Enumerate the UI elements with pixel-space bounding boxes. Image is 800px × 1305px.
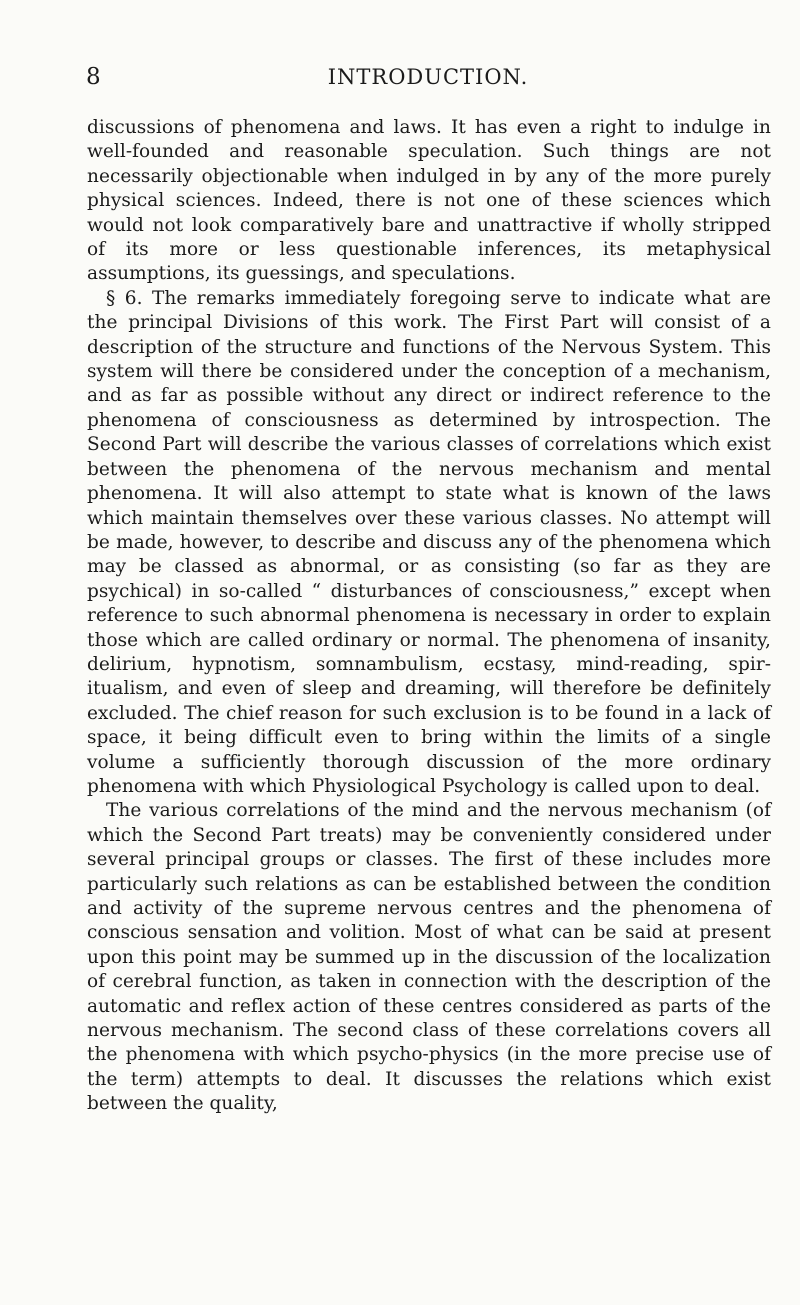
paragraph-correlations: The various correlations of the mind and the nervous mechanism (of which the Second Part treats) may be conveniently considered under several principal groups or classes. The first of these includes more particularly such relations as can be established between the condition and activity of the supreme nervous centres and the phenomena of conscious sensation and volition. Most of what can be said at present upon this point may be summed up in the discussion of the localization of cerebral function, as taken in connection with the description of the automatic and reflex action of these centres considered as parts of the nervous mechanism. The second class of these correlations covers all the phenomena with which psycho-physics (in the more precise use of the term) attempts to deal. It discusses the relations which exist between the quality,	[87, 800, 771, 1115]
page-number: 8	[86, 64, 102, 90]
page-header	[86, 62, 770, 92]
body-text	[87, 116, 771, 1117]
paragraph-continued: discussions of phenomena and laws. It has even a right to indulge in well-founded and reasonable speculation. Such things are not necessarily objectionable when indulged in by any of the more purely physical sciences. Indeed, there is not one of these sciences which would not look comparatively bare and unattractive if wholly stripped of its more or less questionable inferences, its metaphysical assumptions, its guessings, and speculations.	[87, 117, 771, 285]
running-head: INTRODUCTION.	[327, 65, 529, 89]
paragraph-section-6: § 6. The remarks immediately foregoing serve to indicate what are the principal Divisions of this work. The First Part will consist of a description of the structure and functions of the Nervous System. This system will there be considered under the conception of a mechanism, and as far as possible without any direct or indirect reference to the phenomena of consciousness as determined by introspection. The Second Part will describe the various classes of correlations which exist between the phenomena of the nervous mechanism and mental phenomena. It will also attempt to state what is known of the laws which maintain themselves over these various classes. No attempt will be made, however, to describe and discuss any of the phenomena which may be classed as abnormal, or as consisting (so far as they are psychical) in so-called “ disturbances of consciousness,” except when reference to such abnormal phenomena is necessary in order to explain those which are called ordinary or normal. The phenomena of insanity, delirium, hypnotism, somnambulism, ecstasy, mind-reading, spiritualism, and even of sleep and dreaming, will therefore be definitely excluded. The chief reason for such exclusion is to be found in a lack of space, it being difficult even to bring within the limits of a single volume a sufficiently thorough discussion of the more ordinary phenomena with which Physiological Psychology is called upon to deal.	[87, 287, 771, 797]
